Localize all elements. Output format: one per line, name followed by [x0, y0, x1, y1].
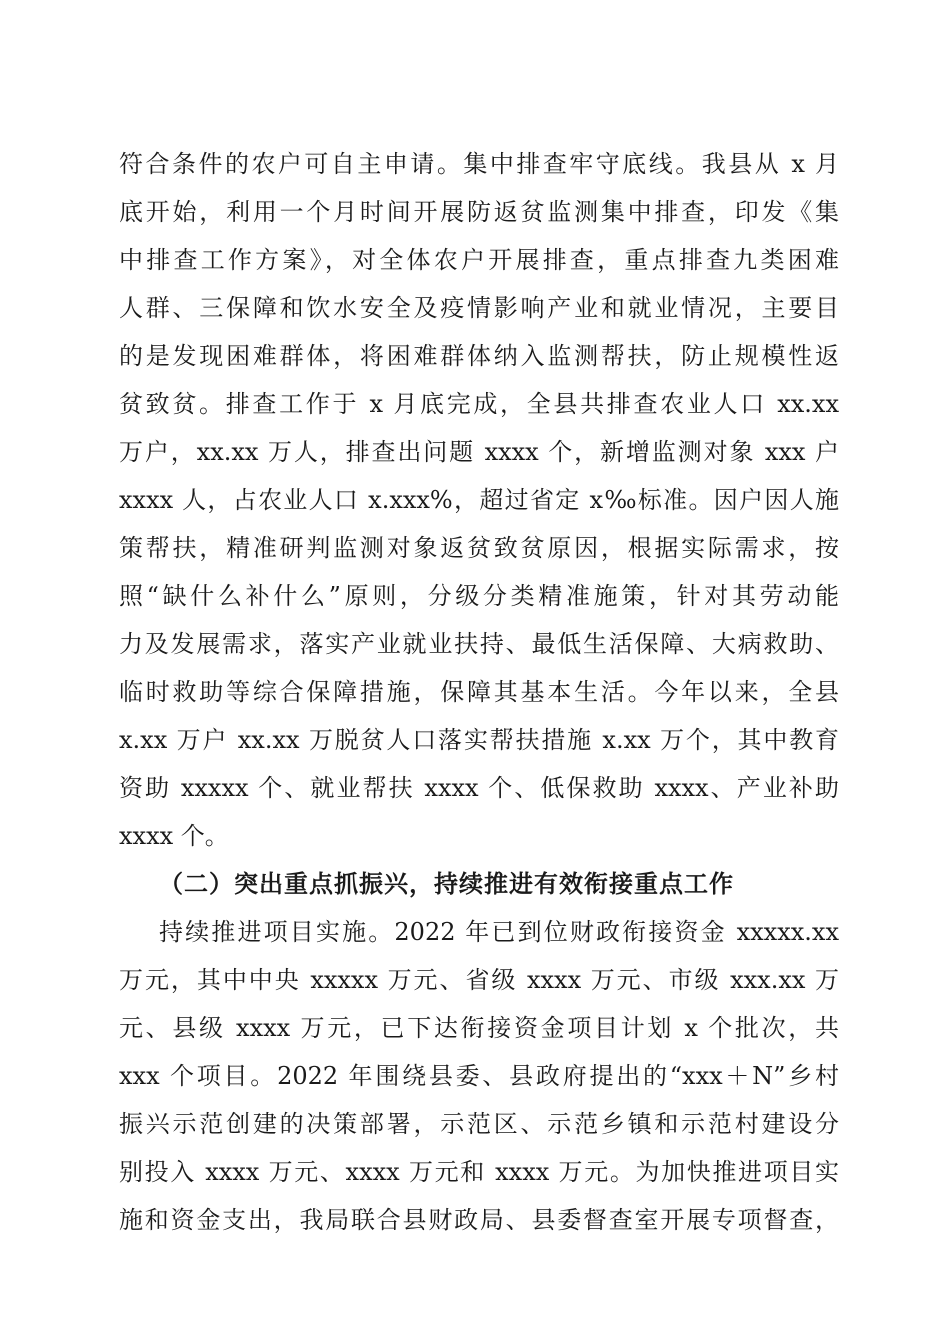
- section-heading: （二）突出重点抓振兴，持续推进有效衔接重点工作: [159, 869, 734, 898]
- paragraph-line: x.xx 万户 xx.xx 万脱贫人口落实帮扶措施 x.xx 万个，其中教育: [119, 726, 839, 754]
- paragraph-line: xxx 个项目。2022 年围绕县委、县政府提出的“xxx＋N”乡村: [119, 1062, 839, 1090]
- paragraph-line: 元、县级 xxxx 万元，已下达衔接资金项目计划 x 个批次，共: [119, 1014, 839, 1042]
- paragraph-line: 振兴示范创建的决策部署，示范区、示范乡镇和示范村建设分: [119, 1110, 839, 1138]
- paragraph-line: 人群、三保障和饮水安全及疫情影响产业和就业情况，主要目: [119, 294, 839, 322]
- document-body: [119, 140, 839, 1244]
- paragraph-line: 施和资金支出，我局联合县财政局、县委督查室开展专项督查，: [119, 1206, 839, 1234]
- paragraph-line-last: xxxx 个。: [119, 822, 229, 850]
- paragraph-2: [119, 908, 839, 1244]
- paragraph-line: 的是发现困难群体，将困难群体纳入监测帮扶，防止规模性返: [119, 342, 839, 370]
- paragraph-line-first: 持续推进项目实施。2022 年已到位财政衔接资金 xxxxx.xx: [159, 918, 839, 946]
- paragraph-line: 中排查工作方案》，对全体农户开展排查，重点排查九类困难: [119, 246, 839, 274]
- paragraph-line: 符合条件的农户可自主申请。集中排查牢守底线。我县从 x 月: [119, 150, 839, 178]
- paragraph-1: [119, 140, 839, 860]
- paragraph-line: 万元，其中中央 xxxxx 万元、省级 xxxx 万元、市级 xxx.xx 万: [119, 966, 839, 994]
- paragraph-line: 贫致贫。排查工作于 x 月底完成，全县共排查农业人口 xx.xx: [119, 390, 839, 418]
- paragraph-line: 万户，xx.xx 万人，排查出问题 xxxx 个，新增监测对象 xxx 户: [119, 438, 839, 466]
- paragraph-line: 临时救助等综合保障措施，保障其基本生活。今年以来，全县: [119, 678, 839, 706]
- paragraph-line: 底开始，利用一个月时间开展防返贫监测集中排查，印发《集: [119, 198, 839, 226]
- paragraph-line: 策帮扶，精准研判监测对象返贫致贫原因，根据实际需求，按: [119, 534, 839, 562]
- paragraph-line: 照“缺什么补什么”原则，分级分类精准施策，针对其劳动能: [119, 582, 839, 610]
- paragraph-line: xxxx 人，占农业人口 x.xxx%，超过省定 x‰标准。因户因人施: [119, 486, 839, 514]
- paragraph-line: 别投入 xxxx 万元、xxxx 万元和 xxxx 万元。为加快推进项目实: [119, 1158, 839, 1186]
- paragraph-line: 资助 xxxxx 个、就业帮扶 xxxx 个、低保救助 xxxx、产业补助: [119, 774, 839, 802]
- paragraph-line: 力及发展需求，落实产业就业扶持、最低生活保障、大病救助、: [119, 630, 839, 658]
